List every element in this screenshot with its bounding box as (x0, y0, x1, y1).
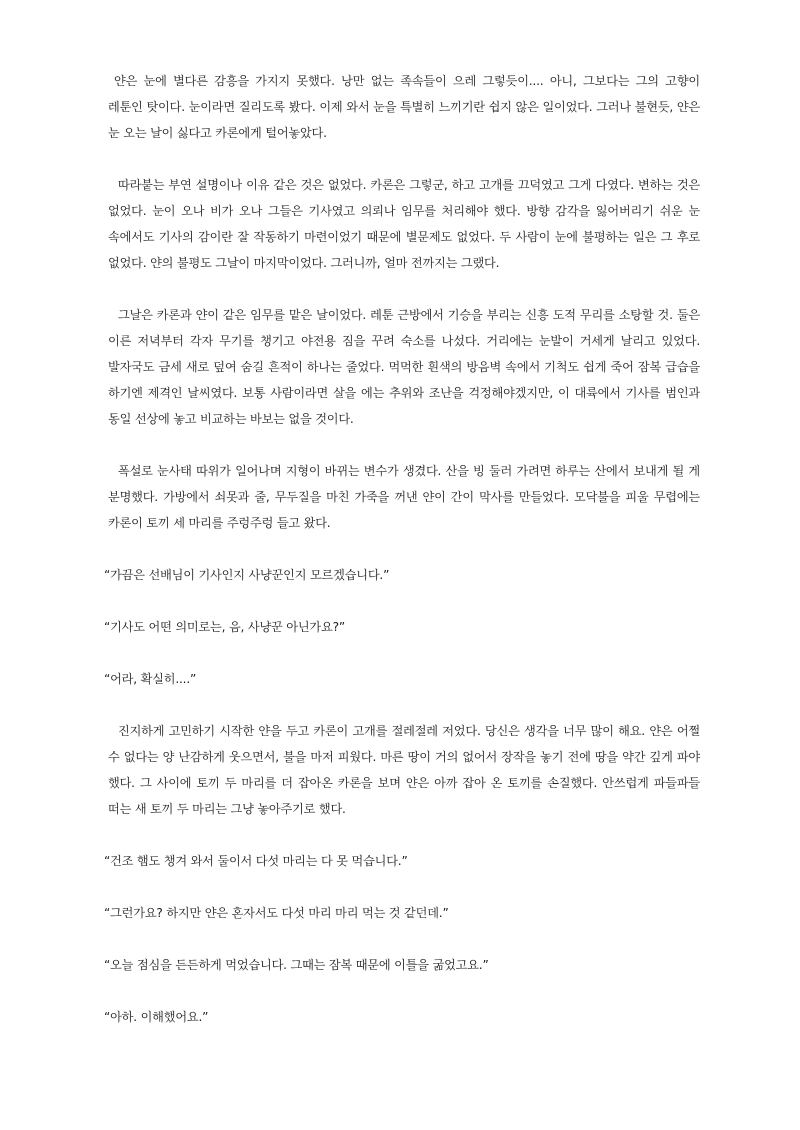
dialogue-line: “가끔은 선배님이 기사인지 사냥꾼인지 모르겠습니다.” (104, 568, 390, 582)
dialogue-line: “건조 햄도 챙겨 와서 둘이서 다섯 마리는 다 못 먹습니다.” (104, 854, 408, 868)
document-page (104, 68, 700, 1056)
paragraph: 폭설로 눈사태 따위가 일어나며 지형이 바뀌는 변수가 생겼다. 산을 빙 둘러 가려면 하루는 산에서 보내게 될 게 분명했다. 가방에서 쇠못과 줄, 무두질을 마친 가죽을 꺼낸 얀이 간이 막사를 만들었다. 모닥불을 피울 무렵에는 카론이 토끼 세 마리를 주렁주렁 들고 왔다. (108, 464, 700, 530)
paragraph: 그날은 카론과 얀이 같은 임무를 맡은 날이었다. 레툰 근방에서 기승을 부리는 신흥 도적 무리를 소탕할 것. 둘은 이른 저녁부터 각자 무기를 챙기고 야전용 짐을 꾸려 숙소를 나섰다. 거리에는 눈발이 거세게 날리고 있었다. 발자국도 금세 새로 덮여 숨길 흔적이 하나는 줄었다. 먹먹한 흰색의 방음벽 속에서 기척도 쉽게 죽어 잠복 급습을 하기엔 제격인 날씨였다. 보통 사람이라면 살을 에는 추위와 조난을 걱정해야겠지만, 이 대륙에서 기사를 범인과 동일 선상에 놓고 비교하는 바보는 없을 것이다. (108, 308, 700, 426)
dialogue-line: “어라, 확실히....” (104, 672, 197, 686)
paragraph: 얀은 눈에 별다른 감흥을 가지지 못했다. 낭만 없는 족속들이 으레 그렇듯이.... 아니, 그보다는 그의 고향이 레툰인 탓이다. 눈이라면 질리도록 봤다. 이제 와서 눈을 특별히 느끼기란 쉽지 않은 일이었다. 그러나 불현듯, 얀은 눈 오는 날이 싫다고 카론에게 털어놓았다. (108, 74, 700, 140)
dialogue-line: “기사도 어떤 의미로는, 음, 사냥꾼 아닌가요?” (104, 620, 345, 634)
dialogue-line: “그런가요? 하지만 얀은 혼자서도 다섯 마리 마리 먹는 것 같던데.” (104, 906, 449, 920)
paragraph: 따라붙는 부연 설명이나 이유 같은 것은 없었다. 카론은 그렇군, 하고 고개를 끄덕였고 그게 다였다. 변하는 것은 없었다. 눈이 오나 비가 오나 그들은 기사였고 의뢰나 임무를 처리해야 했다. 방향 감각을 잃어버리기 쉬운 눈 속에서도 기사의 감이란 잘 작동하기 마련이었기 때문에 별문제도 없었다. 두 사람이 눈에 불평하는 일은 그 후로 없었다. 얀의 불평도 그날이 마지막이었다. 그러니까, 얼마 전까지는 그랬다. (108, 178, 700, 270)
dialogue-line: “아하. 이해했어요.” (104, 1010, 209, 1024)
dialogue-line: “오늘 점심을 든든하게 먹었습니다. 그때는 잠복 때문에 이틀을 굶었고요.” (104, 958, 489, 972)
paragraph: 진지하게 고민하기 시작한 얀을 두고 카론이 고개를 절레절레 저었다. 당신은 생각을 너무 많이 해요. 얀은 어쩔 수 없다는 양 난감하게 웃으면서, 불을 마저 피웠다. 마른 땅이 거의 없어서 장작을 놓기 전에 땅을 약간 깊게 파야 했다. 그 사이에 토끼 두 마리를 더 잡아온 카론을 보며 얀은 아까 잡아 온 토끼를 손질했다. 안쓰럽게 파들파들 떠는 새 토끼 두 마리는 그냥 놓아주기로 했다. (108, 724, 700, 816)
